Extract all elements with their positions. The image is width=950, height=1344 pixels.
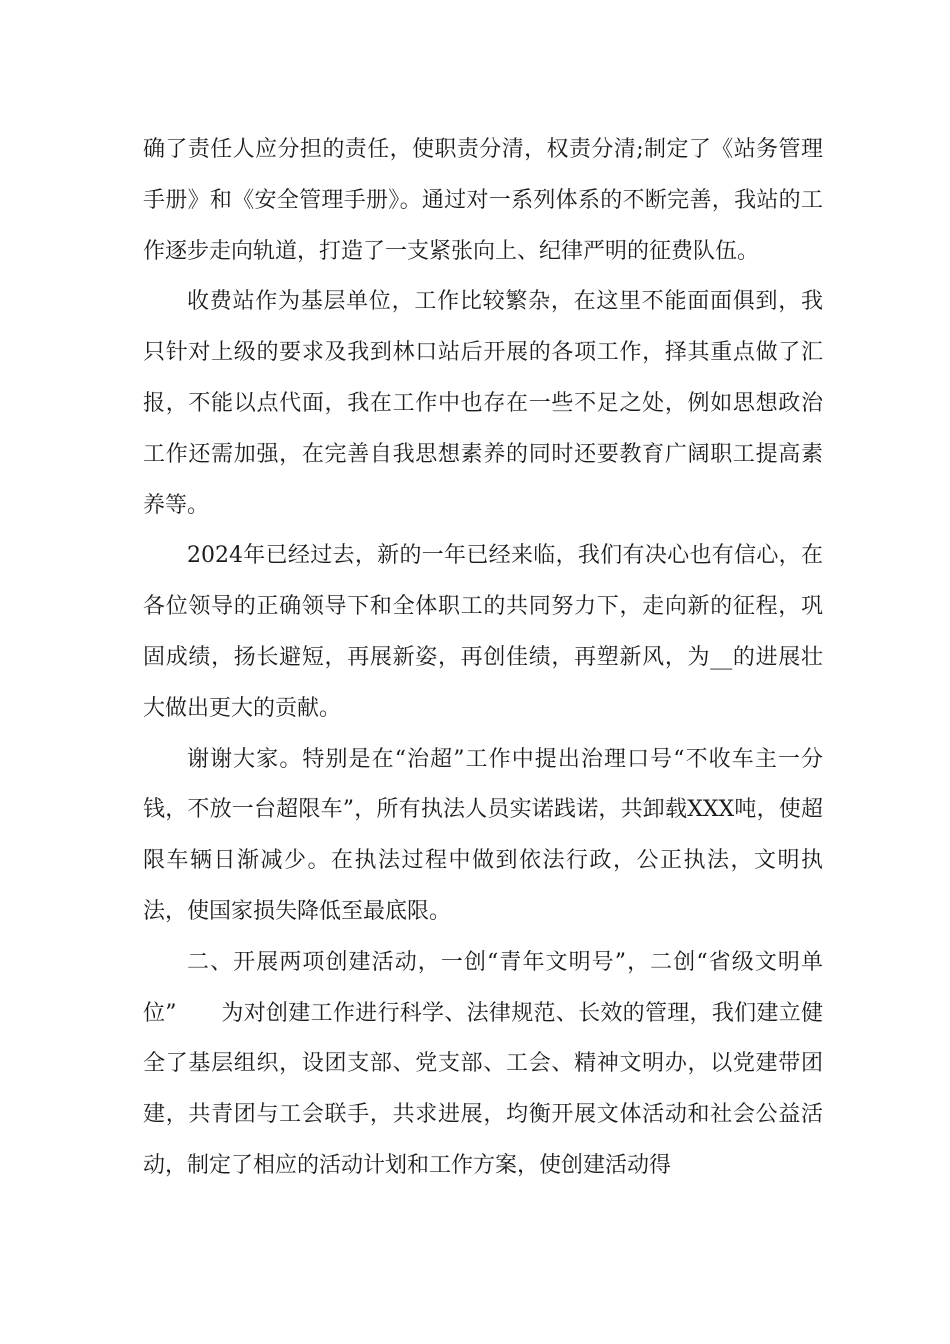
text-line: 理手册》和《安全管理手册》。通过对一系列体系的不断完善，我 xyxy=(143,137,823,213)
text-line: 吨，使超限车辆日渐减少。在执法过程中做到依法行政，公正执法， xyxy=(143,797,823,874)
text-line: 想政治工作还需加强，在完善自我思想素养的同时还要教育广阔职 xyxy=(143,390,823,467)
body-paragraph xyxy=(143,938,823,1192)
document-page xyxy=(143,125,823,1192)
text-line: 党建带团建，共青团与工会联手，共求进展，均衡开展文体活动和 xyxy=(143,1051,823,1128)
text-line: 建立健全了基层组织，设团支部、党支部、工会、精神文明办，以 xyxy=(143,1000,823,1077)
text-line: 在各位领导的正确领导下和全体职工的共同努力下，走向新的征程， xyxy=(143,543,823,620)
text-line: 伍。 xyxy=(715,238,760,264)
text-line: 确了责任人应分担的责任，使职责分清，权责分清;制定了《站务管 xyxy=(143,137,801,162)
text-line: 谢谢大家。特别是在“治超”工作中提出治理口号“不收车主 xyxy=(187,746,778,772)
text-line: 我只针对上级的要求及我到林口站后开展的各项工作，择其重点做 xyxy=(143,289,823,366)
text-line: 明单位” 为对创建工作进行科学、法律规范、长效的管理，我们 xyxy=(143,949,823,1026)
text-line: 站的工作逐步走向轨道，打造了一支紧张向上、纪律严明的征费队 xyxy=(143,187,823,264)
text-line: 展壮大做出更大的贡献。 xyxy=(143,644,823,721)
body-paragraph xyxy=(143,531,823,734)
text-line: 巩固成绩，扬长避短，再展新姿，再创佳绩，再塑新风，为__的进 xyxy=(143,594,823,670)
text-line: 工提高素养等。 xyxy=(143,441,823,518)
text-line: 文明执法，使国家损失降低至最底限。 xyxy=(143,848,823,924)
body-paragraph xyxy=(143,735,823,938)
body-paragraph xyxy=(143,125,823,277)
text-line: 社会公益活动，制定了相应的活动计划和工作方案，使创建活动得 xyxy=(143,1102,823,1178)
text-line: 二、开展两项创建活动，一创“青年文明号”，二创“省级文 xyxy=(187,949,778,975)
text-line: 2024年已经过去，新的一年已经来临，我们有决心也有信心， xyxy=(187,543,801,569)
body-paragraph xyxy=(143,277,823,531)
text-line: 一分钱，不放一台超限车”，所有执法人员实诺践诺，共卸载XXX xyxy=(143,746,823,823)
text-line: 收费站作为基层单位，工作比较繁杂，在这里不能面面俱到， xyxy=(187,289,801,315)
text-line: 了汇报，不能以点代面，我在工作中也存在一些不足之处，例如思 xyxy=(143,340,823,416)
